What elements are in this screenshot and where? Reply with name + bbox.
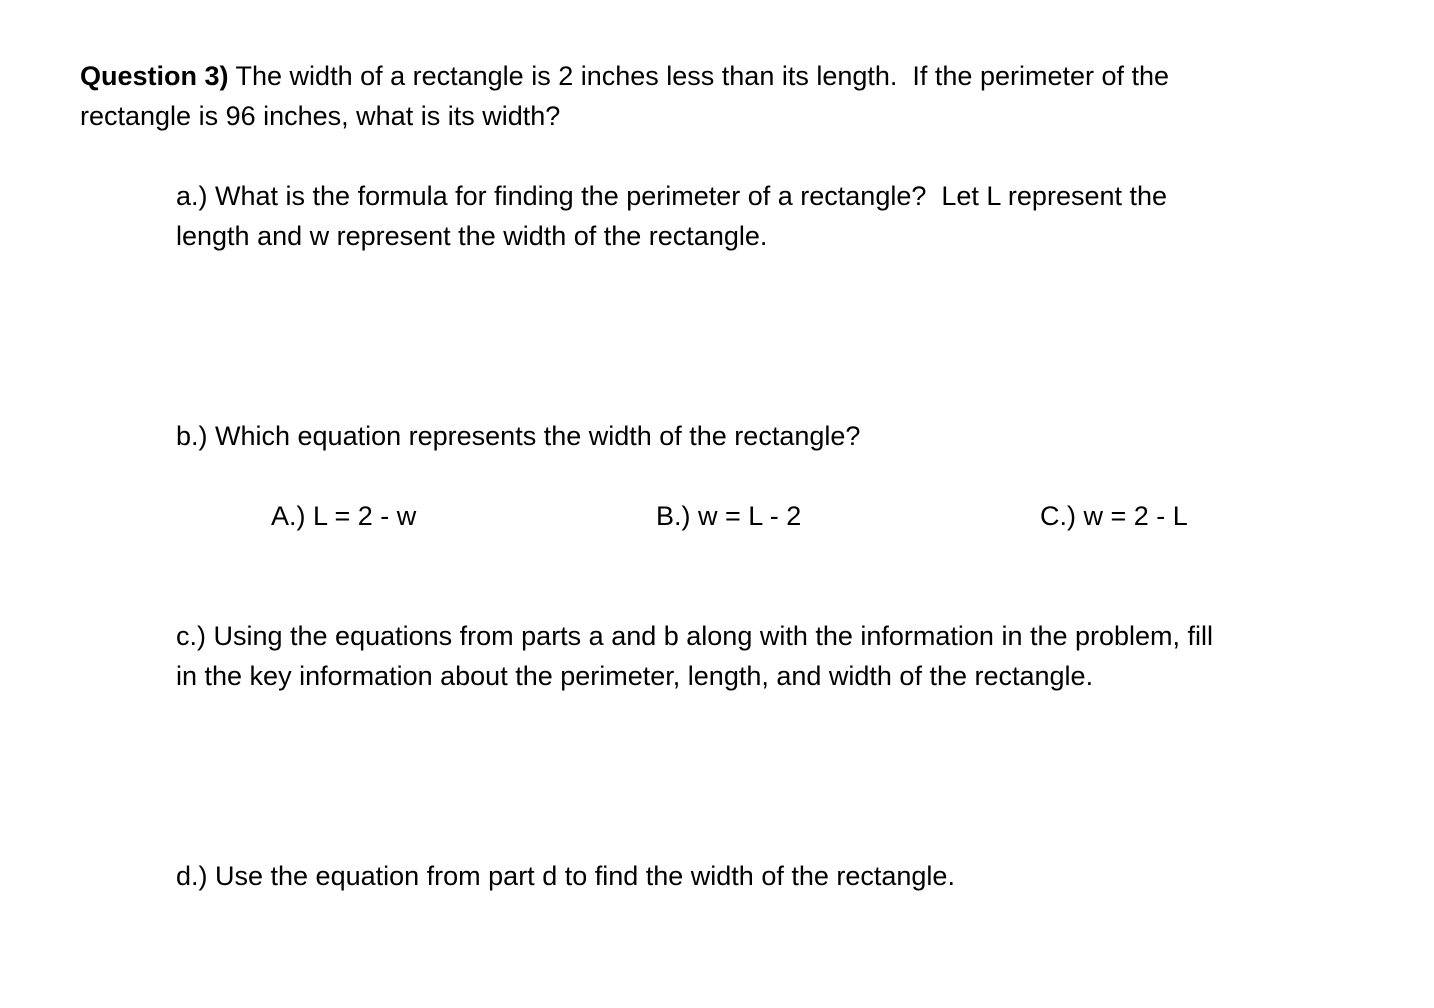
part-b-line-1: b.) Which equation represents the width of the rectangle? xyxy=(176,421,861,451)
question-line-1 xyxy=(80,56,1380,96)
question-number: Question 3) xyxy=(80,61,229,91)
part-d xyxy=(176,856,1376,896)
part-c xyxy=(176,616,1376,696)
part-c-line-1: c.) Using the equations from parts a and b along with the information in the problem, fill xyxy=(176,621,1214,651)
choice-b: B.) w = L - 2 xyxy=(656,501,802,531)
choice-a: A.) L = 2 - w xyxy=(271,501,417,531)
question-text-1: The width of a rectangle is 2 inches less than its length. If the perimeter of the xyxy=(228,61,1170,91)
part-a xyxy=(176,176,1376,256)
part-a-line-1: a.) What is the formula for finding the perimeter of a rectangle? Let L represent the xyxy=(176,181,1168,211)
part-c-line-2: in the key information about the perimeter, length, and width of the rectangle. xyxy=(176,661,1094,691)
question-prompt xyxy=(80,56,1380,136)
question-line-2: rectangle is 96 inches, what is its width? xyxy=(80,101,561,131)
part-b xyxy=(176,416,1376,456)
part-d-line-1: d.) Use the equation from part d to find the width of the rectangle. xyxy=(176,861,955,891)
part-a-line-2: length and w represent the width of the rectangle. xyxy=(176,221,768,251)
choice-c: C.) w = 2 - L xyxy=(1040,501,1188,531)
